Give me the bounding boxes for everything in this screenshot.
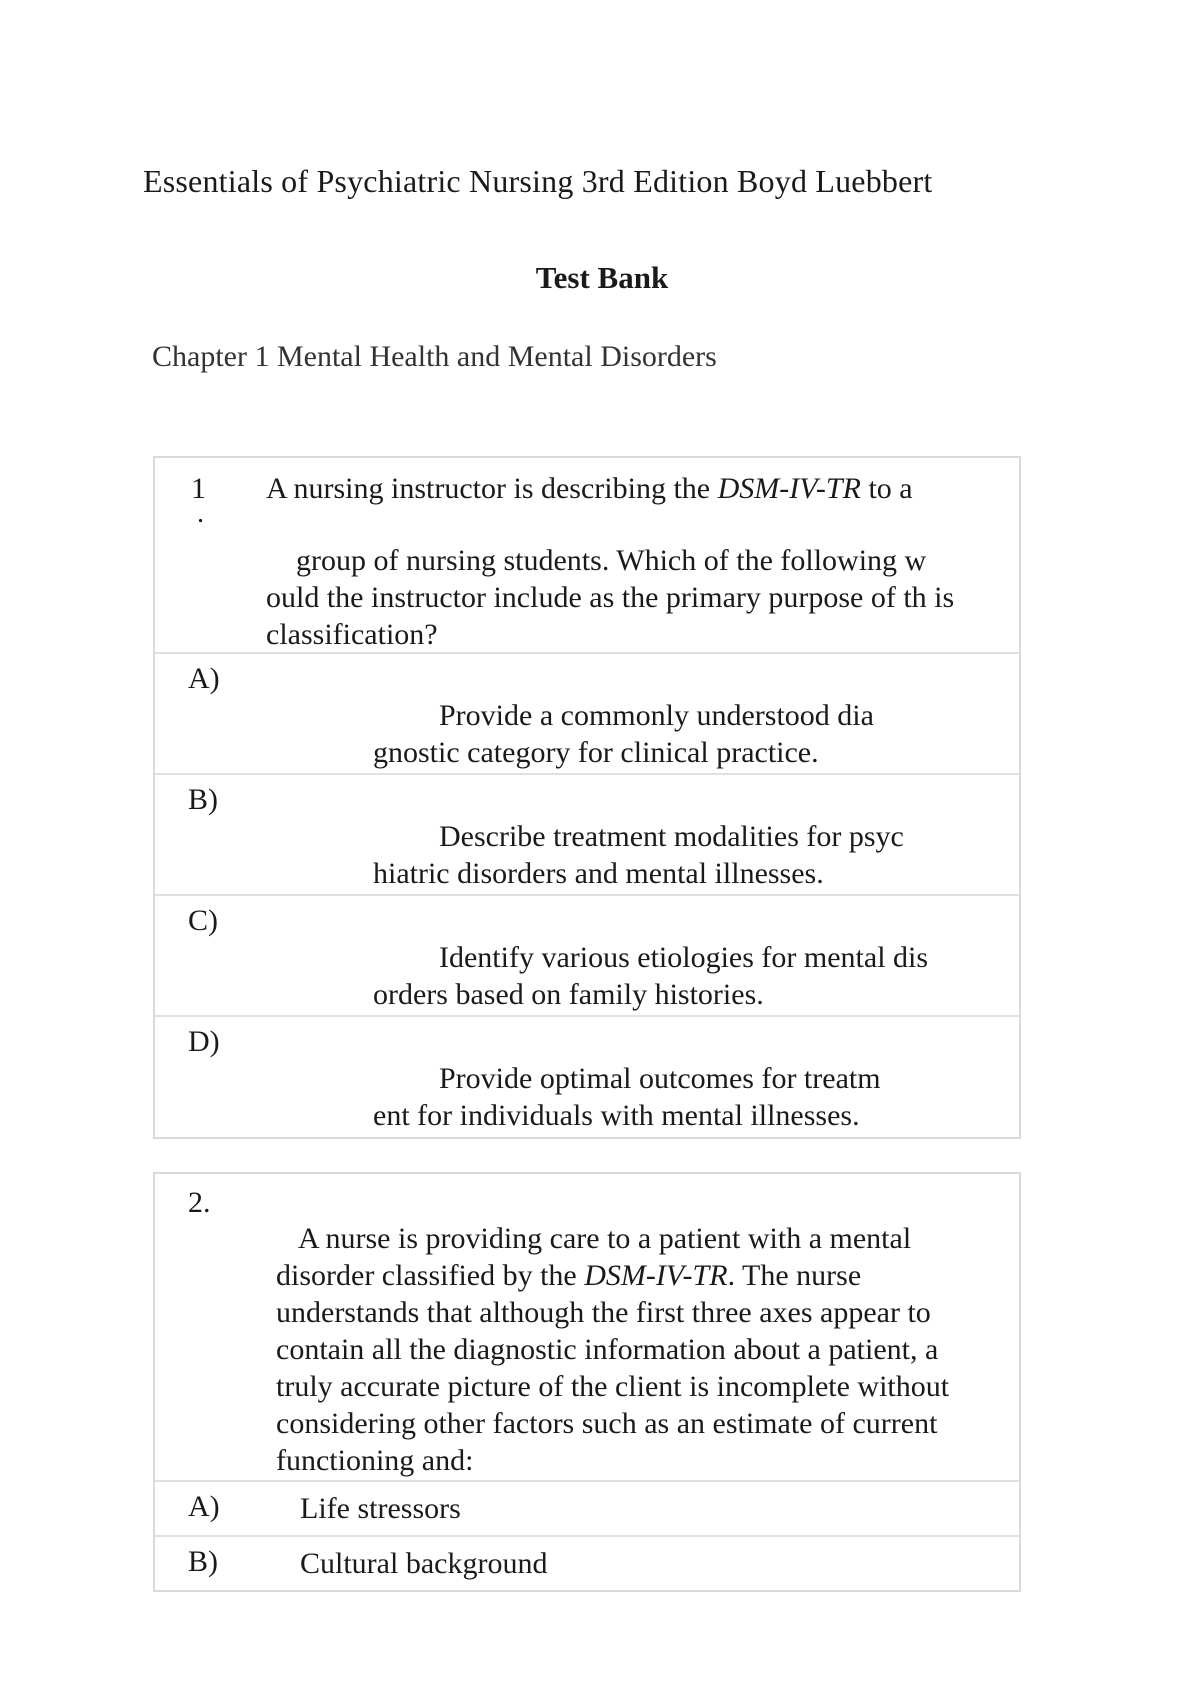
question-1-stem-row — [155, 458, 1019, 654]
question-2-option-a-text: Life stressors — [300, 1492, 461, 1525]
question-1-option-b-label: B) — [188, 783, 218, 816]
option-text-first: Provide optimal outcomes for treatm — [439, 1062, 881, 1095]
test-bank-label: Test Bank — [535, 260, 669, 295]
question-2-option-b-label: B) — [188, 1545, 218, 1578]
question-1-stem-rest-text: group of nursing students. Which of the following w ould the instructor include as the primary purpose of th is classification? — [266, 544, 955, 651]
option-text-first: Provide a commonly understood dia — [439, 699, 874, 732]
question-1-option-c-row — [155, 896, 1019, 1017]
question-1-option-d-text — [373, 1060, 933, 1134]
document-title: Essentials of Psychiatric Nursing 3rd Edition Boyd Luebbert — [143, 163, 933, 199]
question-1-option-c-label: C) — [188, 904, 218, 937]
question-2-stem-post: . The nurse understands that although the first three axes appear to contain all the diagnostic information about a patient, a truly accurate picture of the client is incomplete without considering other factors such as an estimate of current functioning and: — [276, 1259, 950, 1477]
option-text-first: Describe treatment modalities for psyc — [439, 820, 904, 853]
question-1-option-b-row — [155, 775, 1019, 896]
question-2-table — [153, 1172, 1021, 1592]
chapter-heading: Chapter 1 Mental Health and Mental Disorders — [152, 340, 717, 373]
question-2-stem-text — [276, 1220, 976, 1479]
option-text-rest: hiatric disorders and mental illnesses. — [373, 857, 824, 890]
question-2-option-a-label: A) — [188, 1490, 220, 1523]
question-1-option-c-text — [373, 939, 933, 1013]
question-1-number: 1 — [191, 472, 206, 505]
question-2-stem-pre: A nurse is providing care to a patient with a mental disorder classified by the — [276, 1222, 912, 1292]
question-1-stem-rest — [266, 542, 966, 653]
option-text-rest: orders based on family histories. — [373, 978, 764, 1011]
question-2-number: 2. — [188, 1186, 211, 1219]
question-1-option-a-text — [373, 697, 933, 771]
option-text-rest: ent for individuals with mental illnesses. — [373, 1099, 860, 1132]
question-2-option-b-text: Cultural background — [300, 1547, 548, 1580]
question-1-option-a-row — [155, 654, 1019, 775]
question-1-stem-italic: DSM-IV-TR — [717, 472, 861, 505]
question-2-option-b-row — [155, 1537, 1019, 1592]
option-text-first: Identify various etiologies for mental dis — [439, 941, 929, 974]
question-2-stem-italic: DSM-IV-TR — [584, 1259, 728, 1292]
question-1-option-a-label: A) — [188, 662, 220, 695]
question-1-number-dot: . — [197, 498, 204, 529]
question-1-option-b-text — [373, 818, 933, 892]
question-1-option-d-label: D) — [188, 1025, 220, 1058]
option-text-rest: gnostic category for clinical practice. — [373, 736, 819, 769]
test-bank-heading — [0, 260, 1200, 296]
question-1-stem-pre: A nursing instructor is describing the — [266, 472, 718, 505]
question-1-stem-line1 — [266, 470, 913, 507]
question-1-table — [153, 456, 1021, 1139]
question-2-option-a-row — [155, 1482, 1019, 1537]
question-2-stem-row — [155, 1174, 1019, 1482]
question-1-stem-post: to a — [860, 472, 913, 505]
question-1-option-d-row — [155, 1017, 1019, 1139]
